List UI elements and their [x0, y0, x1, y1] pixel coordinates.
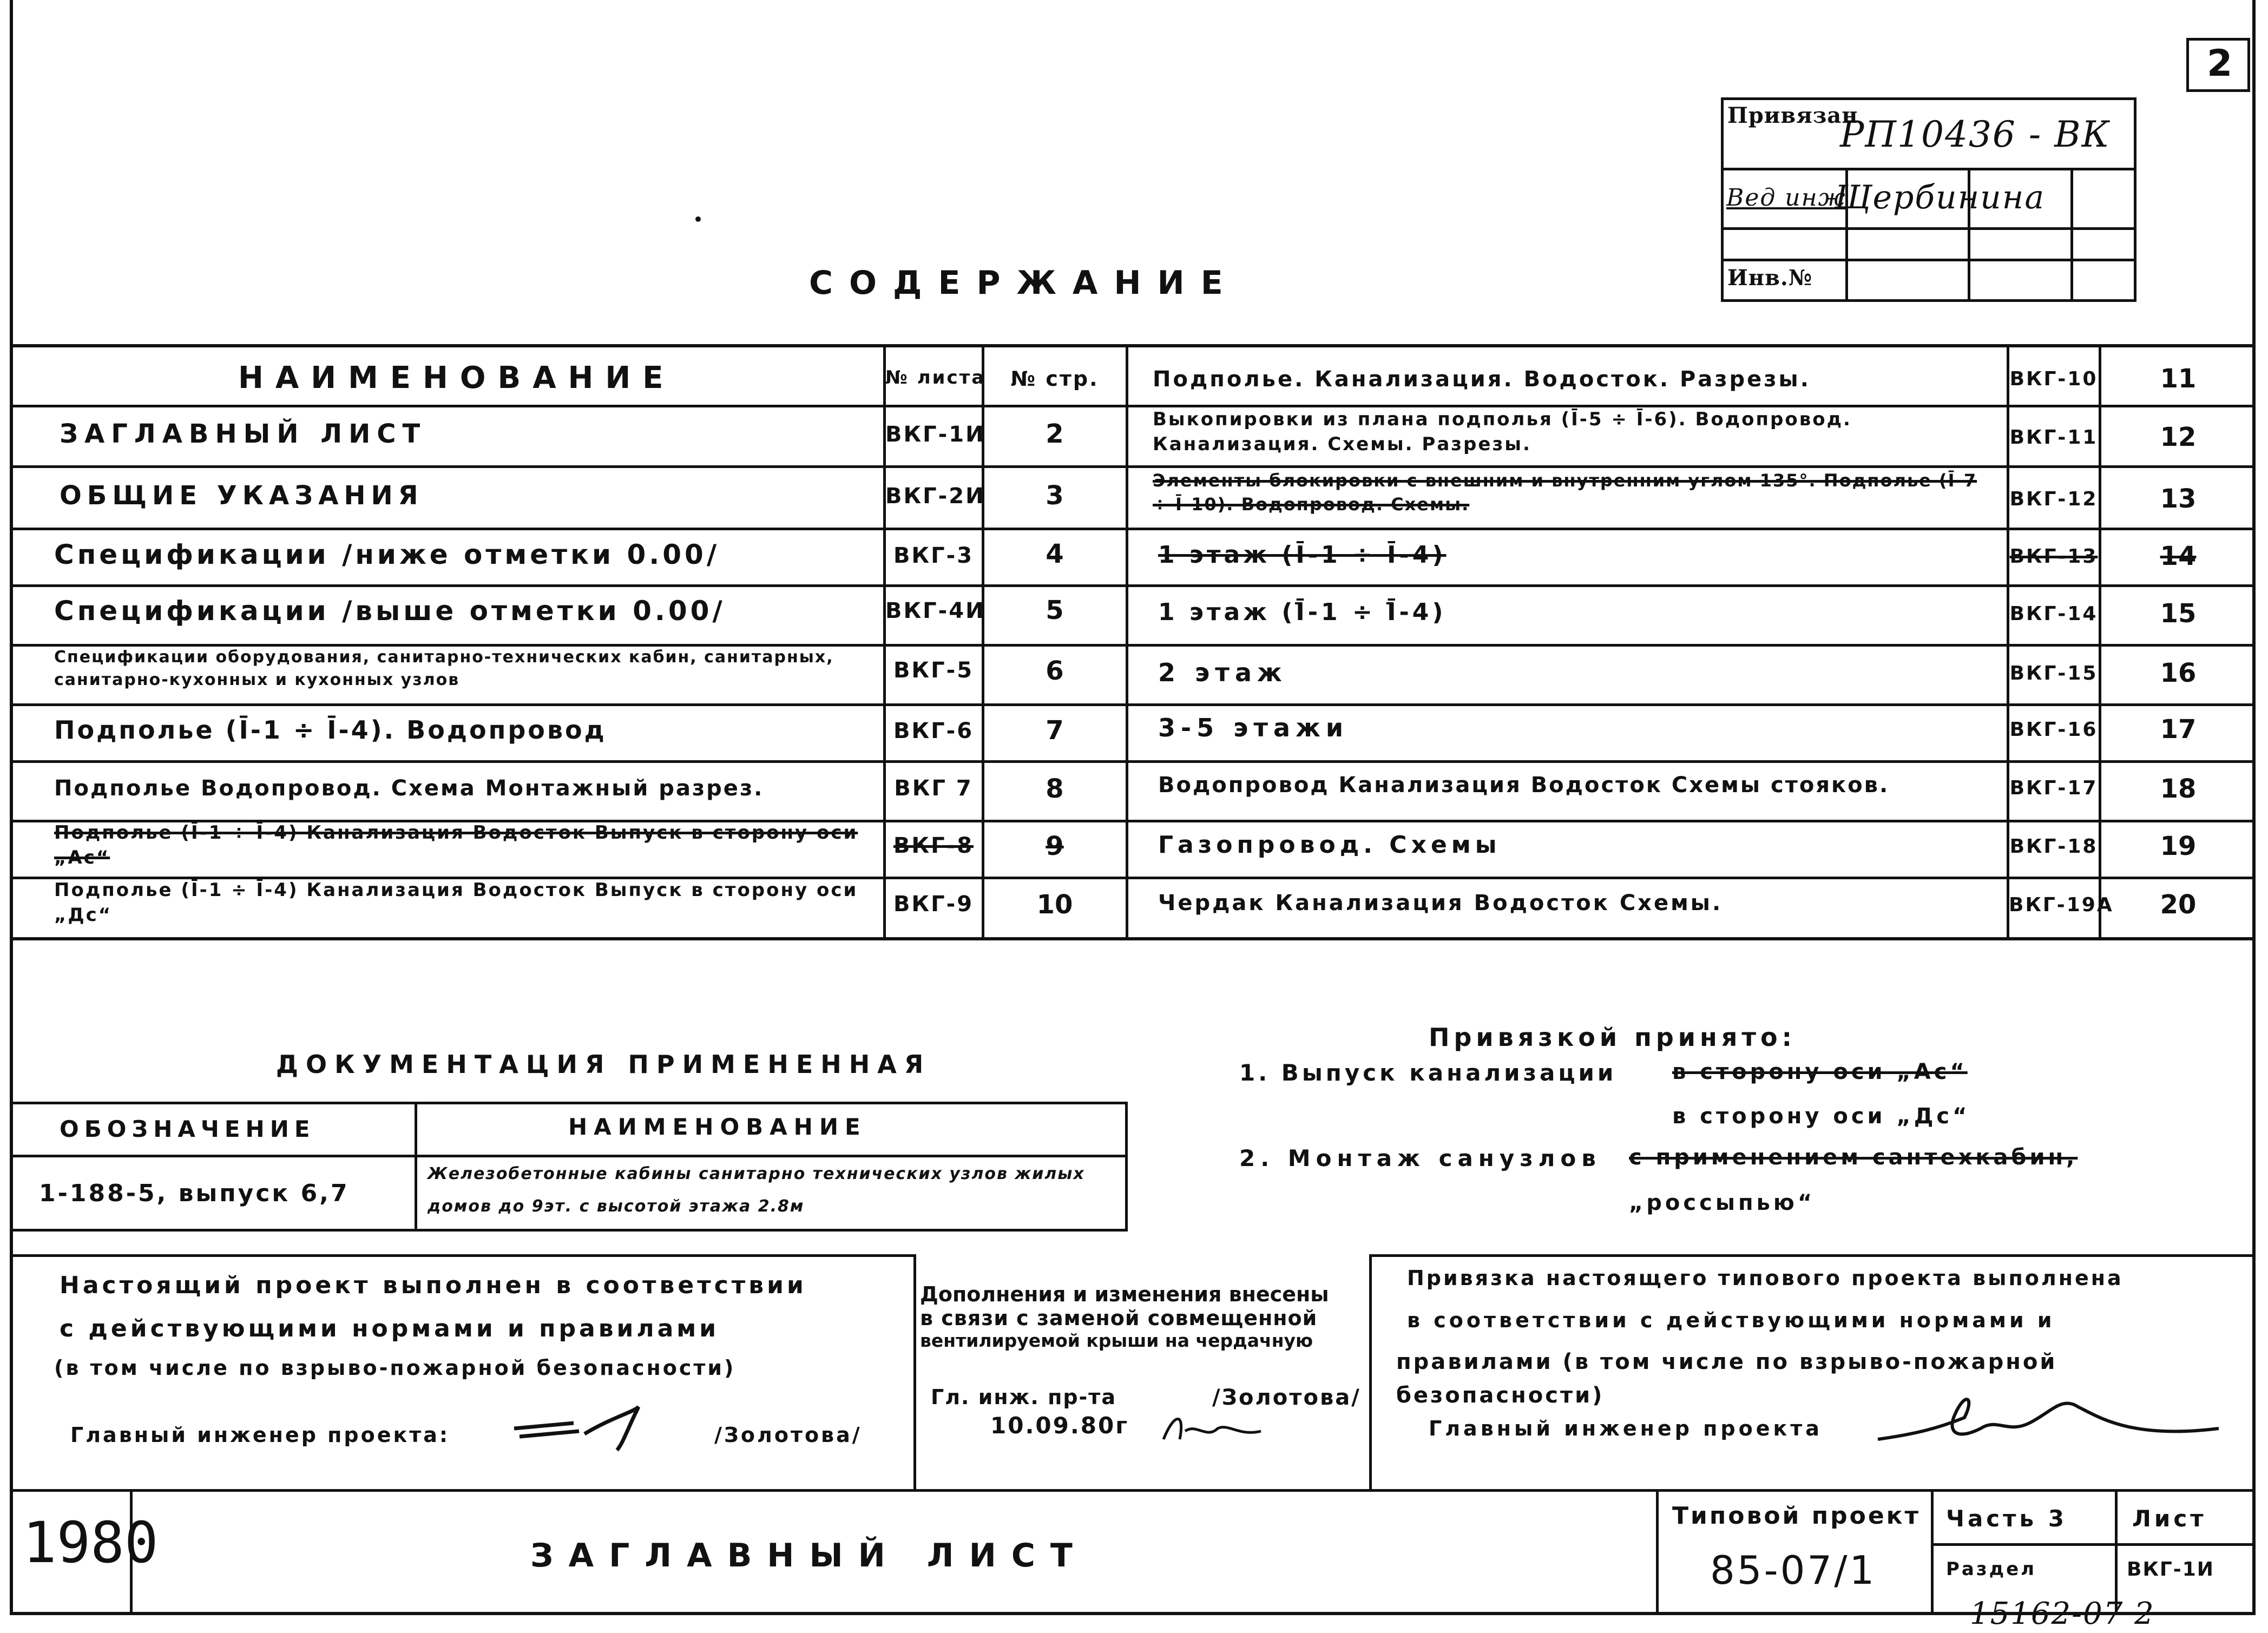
left-row-6-name: Подполье (Ī-1 ÷ Ī-4). Водопровод: [54, 715, 607, 745]
compliance-right-line2: в соответствии с действующими нормами и: [1407, 1308, 2055, 1332]
binding-item1-label: 1. Выпуск канализации: [1239, 1059, 1617, 1086]
compliance-right-line1: Привязка настоящего типового проекта выполнена: [1407, 1266, 2124, 1290]
right-row-1-page: 11: [2160, 364, 2197, 394]
left-row-1-sheet: ВКГ-1И: [885, 422, 985, 447]
left-row-2-page: 3: [1046, 480, 1064, 511]
binding-title: Привязкой принято:: [1429, 1023, 1797, 1052]
right-row-4-page: 14: [2160, 541, 2197, 571]
changes-line3: вентилируемой крыши на чердачную: [920, 1330, 1313, 1351]
title-block-part-label: Часть 3: [1946, 1505, 2067, 1532]
left-row-7-name: Подполье Водопровод. Схема Монтажный разрез.: [54, 776, 764, 801]
left-row-4-name: Спецификации /выше отметки 0.00/: [54, 595, 726, 627]
right-row-6-page: 16: [2160, 658, 2197, 688]
sheet-number: 2: [2207, 42, 2235, 85]
title-block-sheet-title: ЗАГЛАВНЫЙ ЛИСТ: [530, 1537, 1088, 1575]
title-block-sheet-code: ВКГ-1И: [2127, 1558, 2214, 1581]
left-row-4-sheet: ВКГ-4И: [885, 598, 985, 623]
left-row-1-name: ЗАГЛАВНЫЙ ЛИСТ: [60, 419, 427, 449]
left-row-5-name: Спецификации оборудования, санитарно-технических кабин, санитарных, санитарно-кухонных и кухонных узлов: [54, 648, 834, 689]
left-row-7-sheet: ВКГ 7: [894, 776, 973, 801]
footer-code: 15162-07 2: [1970, 1596, 2155, 1631]
right-row-5-name: 1 этаж (Ī̄-1 ÷ Ī̄-4): [1158, 598, 1447, 626]
binding-item2-new: „россыпью“: [1629, 1190, 1816, 1215]
compliance-left-line3: (в том числе по взрыво-пожарной безопасности): [54, 1356, 736, 1380]
doc-applied-header-name: НАИМЕНОВАНИЕ: [568, 1114, 867, 1140]
right-row-9-name: Газопровод. Схемы: [1158, 831, 1501, 859]
compliance-right-sign-label: Главный инженер проекта: [1429, 1417, 1823, 1440]
stamp-inv-label: Инв.№: [1727, 265, 1813, 291]
right-row-10-name: Чердак Канализация Водосток Схемы.: [1158, 891, 1723, 916]
compliance-left-sign-label: Главный инженер проекта:: [70, 1423, 450, 1447]
binding-item1-new: в сторону оси „Дс“: [1672, 1104, 1970, 1129]
right-row-3-page: 13: [2160, 484, 2197, 514]
right-row-1-sheet: ВКГ-10: [2009, 368, 2098, 390]
right-row-2-page: 12: [2160, 422, 2197, 452]
left-row-6-sheet: ВКГ-6: [893, 719, 974, 743]
left-row-9-sheet: ВКГ-9: [893, 892, 974, 917]
right-row-1-name: Подполье. Канализация. Водосток. Разрезы.: [1153, 367, 1811, 392]
stamp-lead-label: Вед инж: [1726, 184, 1846, 212]
left-row-3-page: 4: [1046, 539, 1064, 569]
changes-date: 10.09.80г: [990, 1412, 1129, 1439]
right-row-9-page: 19: [2160, 831, 2197, 861]
left-row-9-name: Подполье (Ī-1 ÷ Ī-4) Канализация Водосток Выпуск в сторону оси „Дс“: [54, 879, 858, 926]
compliance-left-line2: с действующими нормами и правилами: [60, 1315, 720, 1342]
right-row-4-name: 1 этаж (Ī-1 ÷ Ī-4): [1158, 541, 1447, 569]
left-row-5-sheet: ВКГ-5: [893, 658, 974, 683]
left-row-8-sheet: ВКГ-8: [893, 833, 974, 858]
left-row-2-sheet: ВКГ-2И: [885, 484, 985, 509]
stamp-attached-label: Привязан: [1727, 103, 1858, 128]
left-row-5-page: 6: [1046, 656, 1064, 686]
changes-name: /Золотова/: [1212, 1385, 1361, 1410]
header-page: № стр.: [1010, 367, 1099, 391]
right-row-2-name: Выкопировки из плана подполья (Ī-5 ÷ Ī-6). Водопровод. Канализация. Схемы. Разрезы.: [1153, 409, 1852, 455]
title-block-year: 1980: [23, 1510, 159, 1576]
signature-changes: [1158, 1407, 1266, 1450]
left-row-8-name: Подполье (Ī-1 ÷ Ī-4) Канализация Водосток Выпуск в сторону оси „Ас“: [54, 822, 858, 868]
right-row-10-sheet: ВКГ-19А: [2009, 894, 2114, 916]
right-row-5-sheet: ВКГ-14: [2009, 603, 2098, 625]
left-row-1-page: 2: [1046, 419, 1064, 449]
left-row-9-page: 10: [1036, 890, 1073, 920]
header-sheet: № листа: [885, 367, 986, 389]
changes-line2: в связи с заменой совмещенной: [920, 1306, 1318, 1330]
right-row-7-page: 17: [2160, 714, 2197, 745]
right-row-9-sheet: ВКГ-18: [2009, 835, 2098, 858]
dot-mark: [695, 216, 701, 222]
left-row-4-page: 5: [1046, 595, 1064, 625]
right-row-4-sheet: ВКГ-13: [2009, 545, 2098, 568]
right-row-6-name: 2 этаж: [1158, 658, 1287, 687]
binding-item1-old: в сторону оси „Ас“: [1672, 1059, 1968, 1084]
right-row-10-page: 20: [2160, 890, 2197, 920]
right-row-3-sheet: ВКГ-12: [2009, 488, 2098, 510]
left-row-3-name: Спецификации /ниже отметки 0.00/: [54, 539, 720, 570]
right-row-5-page: 15: [2160, 598, 2197, 629]
title-block-project-label: Типовой проект: [1672, 1502, 1921, 1530]
compliance-left-line1: Настоящий проект выполнен в соответствии: [60, 1272, 807, 1299]
changes-role: Гл. инж. пр-та: [931, 1385, 1116, 1409]
left-row-6-page: 7: [1046, 715, 1064, 746]
header-name: НАИМЕНОВАНИЕ: [238, 360, 675, 396]
signature-left: [509, 1396, 671, 1456]
binding-item2-old: с применением сантехкабин,: [1629, 1145, 2078, 1170]
doc-applied-title: ДОКУМЕНТАЦИЯ ПРИМЕНЕННАЯ: [276, 1050, 931, 1079]
right-row-6-sheet: ВКГ-15: [2009, 662, 2098, 684]
left-row-2-name: ОБЩИЕ УКАЗАНИЯ: [60, 480, 424, 511]
stamp-lead-value: Щербинина: [1835, 179, 2046, 216]
doc-applied-header-code: ОБОЗНАЧЕНИЕ: [60, 1116, 315, 1142]
binding-item2-label: 2. Монтаж санузлов: [1239, 1145, 1601, 1171]
doc-applied-code: 1-188-5, выпуск 6,7: [39, 1180, 350, 1207]
changes-line1: Дополнения и изменения внесены: [920, 1282, 1329, 1306]
right-row-8-name: Водопровод Канализация Водосток Схемы стояков.: [1158, 773, 1890, 798]
right-row-3-name: Элементы блокировки с внешним и внутренним углом 135°. Подполье (Ī-7 ÷ Ī-10). Водопровод. Схемы.: [1153, 470, 1977, 515]
doc-applied-name: Железобетонные кабины санитарно технических узлов жилых домов до 9эт. с высотой этажа 2.8м: [428, 1164, 1085, 1216]
title-block-sheet-label: Лист: [2132, 1505, 2207, 1532]
title-block-section-label: Раздел: [1946, 1558, 2037, 1580]
page-title: СОДЕРЖАНИЕ: [809, 264, 1239, 302]
left-row-8-page: 9: [1046, 831, 1064, 861]
right-row-8-sheet: ВКГ-17: [2009, 777, 2098, 799]
signature-right: [1872, 1385, 2230, 1461]
compliance-left-sign-name: /Золотова/: [714, 1423, 862, 1447]
compliance-right-line4: безопасности): [1396, 1383, 1605, 1408]
right-row-7-sheet: ВКГ-16: [2009, 719, 2098, 741]
right-row-2-sheet: ВКГ-11: [2009, 426, 2098, 449]
left-row-7-page: 8: [1046, 774, 1064, 804]
compliance-right-line3: правилами (в том числе по взрыво-пожарной: [1396, 1349, 2057, 1374]
right-row-7-name: 3-5 этажи: [1158, 713, 1349, 742]
left-row-3-sheet: ВКГ-3: [893, 543, 974, 568]
stamp-attached-value: РП10436 - ВК: [1840, 114, 2111, 155]
right-row-8-page: 18: [2160, 774, 2197, 804]
title-block-project-number: 85-07/1: [1710, 1548, 1877, 1593]
